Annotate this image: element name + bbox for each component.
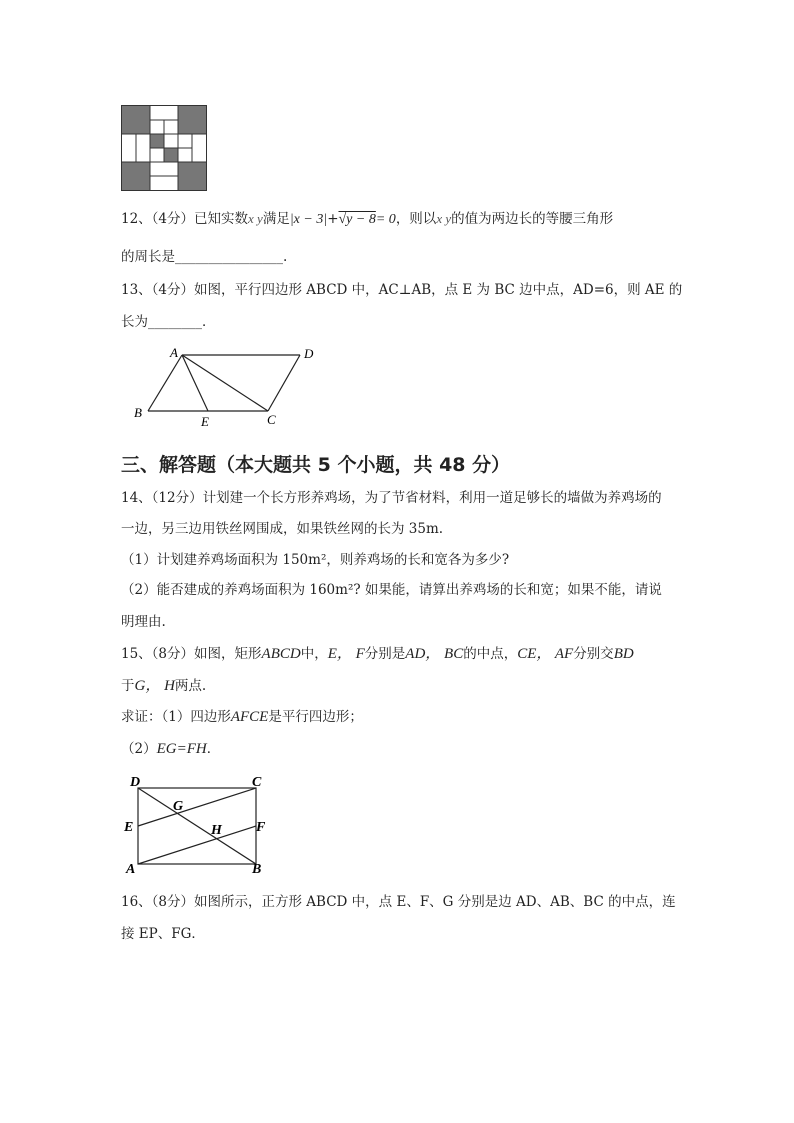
q13-line2 xyxy=(121,313,216,331)
dark-cell xyxy=(122,106,150,134)
dark-cell xyxy=(178,162,206,190)
q16-line2: 接 EP、FG． xyxy=(121,926,205,942)
parallelogram-figure xyxy=(128,342,328,432)
q15-text-d: 的中点， xyxy=(463,646,518,662)
q15-rect-name: ABCD xyxy=(261,646,301,662)
q15-ef: E， F xyxy=(327,646,365,662)
q12-line2-text: 的周长是 xyxy=(121,249,175,265)
label-d: D xyxy=(304,346,314,361)
q12-vars2: x y xyxy=(436,211,452,226)
q15-afce: AFCE xyxy=(230,709,269,725)
checkerboard-figure xyxy=(121,105,209,193)
q14-part1: （1）计划建养鸡场面积为 150m²，则养鸡场的长和宽各为多少? xyxy=(121,552,510,568)
label-f: F xyxy=(256,820,266,835)
q15-text-a: 15、（8分）如图，矩形 xyxy=(121,646,262,662)
q16-line1: 16、（8分）如图所示，正方形 ABCD 中，点 E、F、G 分别是边 AD、AB、BC 的中点，连 xyxy=(121,894,676,910)
segment-af xyxy=(138,826,256,864)
q13-line1 xyxy=(121,281,682,299)
q15-line1 xyxy=(121,645,634,663)
q14-part2: （2）能否建成的养鸡场面积为 160m²? 如果能，请算出养鸡场的长和宽；如果不能，请说 xyxy=(121,582,662,598)
q14-line2: 一边，另三边用铁丝网围成，如果铁丝网的长为 35m. xyxy=(121,521,444,537)
label-e: E xyxy=(124,820,134,835)
dark-cell xyxy=(178,106,206,134)
dark-cell xyxy=(164,148,178,162)
label-e: E xyxy=(201,414,209,429)
label-g: G xyxy=(173,799,184,814)
q15-ceaf: CE， AF xyxy=(517,646,574,662)
q15-gh: G， H xyxy=(134,678,175,694)
edge-ab xyxy=(148,355,182,411)
q13-answer-blank[interactable]: ________ xyxy=(148,314,202,330)
q12-cond: 满足 xyxy=(262,211,290,227)
q15-text-b: 中， xyxy=(300,646,328,662)
q12-prefix: 12、（4分）已知实数 xyxy=(121,211,249,227)
section-3-title: 三、解答题（本大题共 5 个小题，共 48 分） xyxy=(121,454,511,476)
q15-prove xyxy=(121,708,363,726)
q12-end: . xyxy=(283,249,288,265)
q15-text-c: 分别是 xyxy=(364,646,406,662)
q13-text2: 长为 xyxy=(121,314,148,330)
label-h: H xyxy=(211,823,222,838)
q12-eqend: = 0 xyxy=(375,212,396,227)
q15-part2 xyxy=(121,740,220,758)
q13-text1: 13、（4分）如图，平行四边形 ABCD 中，AC⊥AB，点 E 为 BC 边中点，AD=6，则 AE 的 xyxy=(121,282,683,298)
diagonal-bd xyxy=(138,788,256,864)
edge-dc xyxy=(268,355,300,411)
q15-adbc: AD， BC xyxy=(405,646,464,662)
label-b: B xyxy=(134,405,142,420)
q12-plus: + xyxy=(327,211,339,227)
q12-sqrt: √y − 8 xyxy=(338,212,376,227)
q12-answer-blank[interactable]: ________________ xyxy=(175,249,283,265)
q15-prove-end: 是平行四边形； xyxy=(268,709,363,725)
q14-part2b: 明理由. xyxy=(121,614,166,630)
label-a: A xyxy=(126,862,136,877)
label-c: C xyxy=(252,775,262,790)
q12-vars: x y xyxy=(248,211,263,226)
dark-cell xyxy=(122,162,150,190)
label-b: B xyxy=(252,862,262,877)
segment-ce xyxy=(138,788,256,826)
q12-line2 xyxy=(121,248,287,266)
q15-text-g: 两点. xyxy=(174,678,207,694)
q15-prove-text: 求证：（1）四边形 xyxy=(121,709,231,725)
label-d: D xyxy=(130,775,141,790)
rectangle-figure xyxy=(122,770,282,880)
label-a: A xyxy=(170,345,178,360)
q12-abs: |x − 3| xyxy=(289,212,328,227)
q15-p2-label: （2） xyxy=(121,741,157,757)
dark-cell xyxy=(150,134,164,148)
q15-bd: BD xyxy=(613,646,634,662)
q15-text-f: 于 xyxy=(121,678,135,694)
label-c: C xyxy=(267,412,276,427)
q12-mid: ，则以 xyxy=(395,211,437,227)
q14-line1: 14、（12分）计划建一个长方形养鸡场，为了节省材料，利用一道足够长的墙做为养鸡场的 xyxy=(121,490,662,506)
q12-line1 xyxy=(121,210,613,229)
q15-p2-eq: EG=FH xyxy=(156,741,207,757)
q15-text-e: 分别交 xyxy=(573,646,614,662)
q15-line2 xyxy=(121,677,206,695)
q15-p2-end: ． xyxy=(206,741,221,757)
q12-suffix: 的值为两边长的等腰三角形 xyxy=(451,211,614,227)
q13-end: ． xyxy=(202,314,216,330)
